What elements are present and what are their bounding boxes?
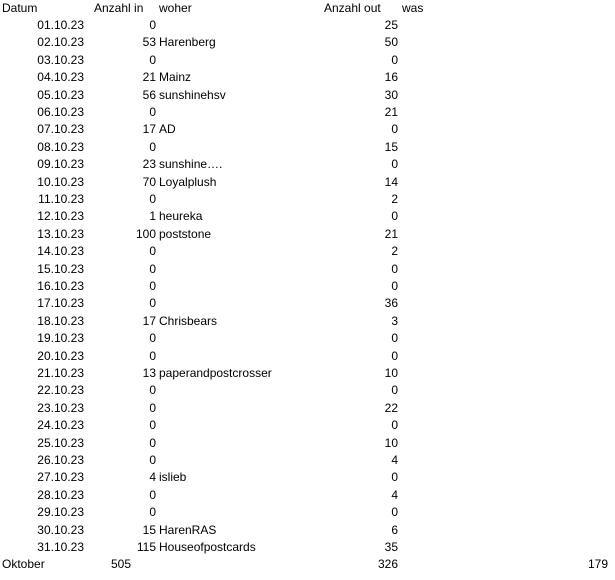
cell-date: 30.10.23 [37,523,84,537]
cell-out: 0 [391,383,398,397]
cell-in: 0 [149,244,156,258]
cell-out: 35 [384,540,398,554]
cell-out: 2 [391,192,398,206]
cell-date: 14.10.23 [37,244,84,258]
cell-date: 02.10.23 [37,35,84,49]
cell-date: 13.10.23 [37,227,84,241]
cell-out: 2 [391,244,398,258]
cell-out: 0 [391,279,398,293]
cell-out: 10 [384,436,398,450]
cell-in: 0 [149,140,156,154]
cell-in: 0 [149,18,156,32]
cell-in: 17 [142,122,156,136]
cell-out: 21 [384,227,398,241]
cell-from: Chrisbears [159,314,218,328]
cell-in: 1 [149,209,156,223]
cell-out: 4 [391,453,398,467]
cell-from: Houseofpostcards [159,540,256,554]
cell-out: 0 [391,349,398,363]
cell-from: poststone [159,227,212,241]
cell-out: 30 [384,88,398,102]
cell-out: 0 [391,470,398,484]
cell-in: 0 [149,349,156,363]
cell-out: 6 [391,523,398,537]
cell-date: 20.10.23 [37,349,84,363]
cell-in: 15 [142,523,156,537]
cell-from: heureka [159,209,203,223]
cell-in: 0 [149,262,156,276]
cell-date: 21.10.23 [37,366,84,380]
cell-date: 06.10.23 [37,105,84,119]
cell-date: 19.10.23 [37,331,84,345]
cell-date: 26.10.23 [37,453,84,467]
cell-in: 4 [149,470,156,484]
cell-out: 50 [384,35,398,49]
cell-in: 0 [149,53,156,67]
cell-out: 0 [391,505,398,519]
cell-out: 0 [391,53,398,67]
cell-out: 21 [384,105,398,119]
cell-date: 10.10.23 [37,175,84,189]
cell-out: 10 [384,366,398,380]
cell-out: 22 [384,401,398,415]
header-anzahl-in: Anzahl in [94,1,144,15]
cell-from: Loyalplush [159,175,217,189]
total-label: Oktober [2,557,45,571]
cell-in: 0 [149,488,156,502]
cell-out: 0 [391,157,398,171]
cell-date: 17.10.23 [37,296,84,310]
cell-date: 24.10.23 [37,418,84,432]
cell-date: 29.10.23 [37,505,84,519]
cell-from: AD [159,122,176,136]
cell-in: 0 [149,505,156,519]
cell-out: 0 [391,331,398,345]
cell-date: 31.10.23 [37,540,84,554]
cell-date: 07.10.23 [37,122,84,136]
header-woher: woher [159,1,192,15]
cell-date: 18.10.23 [37,314,84,328]
cell-date: 11.10.23 [38,192,84,206]
cell-in: 13 [142,366,156,380]
cell-out: 16 [384,70,398,84]
cell-in: 0 [149,436,156,450]
cell-date: 03.10.23 [37,53,84,67]
cell-out: 0 [391,122,398,136]
cell-in: 0 [149,105,156,119]
cell-out: 0 [391,209,398,223]
cell-from: HarenRAS [159,523,217,537]
cell-out: 36 [384,296,398,310]
header-anzahl-out: Anzahl out [324,1,381,15]
cell-from: sunshine…. [159,157,223,171]
cell-out: 4 [391,488,398,502]
cell-in: 0 [149,192,156,206]
cell-in: 100 [135,227,156,241]
cell-in: 23 [142,157,156,171]
cell-in: 17 [142,314,156,328]
total-out: 326 [377,557,398,571]
cell-in: 0 [149,296,156,310]
header-datum: Datum [2,1,38,15]
header-was: was [402,1,424,15]
cell-date: 09.10.23 [37,157,84,171]
total-difference: 179 [587,557,608,571]
cell-from: Mainz [159,70,192,84]
cell-in: 70 [142,175,156,189]
cell-from: Harenberg [159,35,216,49]
cell-date: 27.10.23 [37,470,84,484]
cell-in: 21 [142,70,156,84]
cell-from: paperandpostcrosser [159,366,272,380]
cell-out: 14 [384,175,398,189]
cell-in: 0 [149,331,156,345]
cell-in: 0 [149,453,156,467]
cell-in: 0 [149,401,156,415]
cell-in: 0 [149,383,156,397]
cell-date: 15.10.23 [37,262,84,276]
cell-out: 0 [391,418,398,432]
cell-out: 3 [391,314,398,328]
cell-date: 22.10.23 [37,383,84,397]
cell-date: 01.10.23 [37,18,84,32]
cell-date: 08.10.23 [37,140,84,154]
cell-date: 05.10.23 [37,88,84,102]
cell-out: 0 [391,262,398,276]
cell-date: 12.10.23 [37,209,84,223]
cell-in: 115 [136,540,156,554]
cell-out: 15 [384,140,398,154]
cell-date: 28.10.23 [37,488,84,502]
cell-date: 25.10.23 [37,436,84,450]
cell-in: 56 [142,88,156,102]
cell-from: islieb [159,470,187,484]
cell-in: 53 [142,35,156,49]
cell-in: 0 [149,418,156,432]
cell-out: 25 [384,18,398,32]
cell-date: 23.10.23 [37,401,84,415]
cell-from: sunshinehsv [159,88,226,102]
cell-date: 16.10.23 [37,279,84,293]
cell-date: 04.10.23 [37,70,84,84]
cell-in: 0 [149,279,156,293]
total-in: 505 [110,557,131,571]
